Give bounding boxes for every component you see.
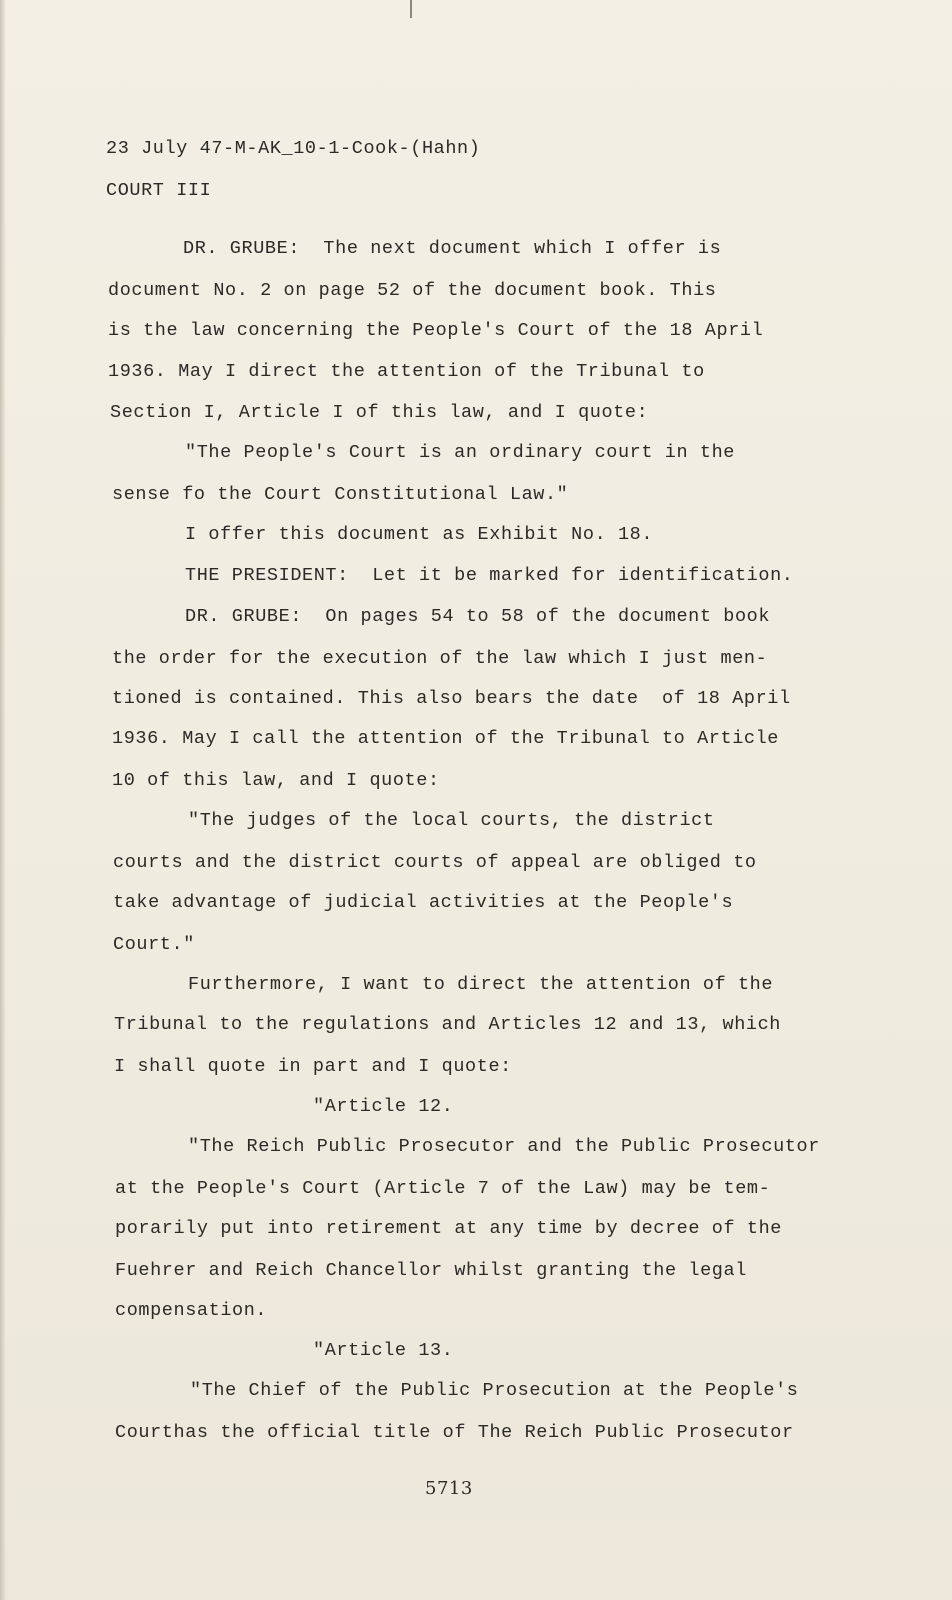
text-line: Section I, Article I of this law, and I quote: xyxy=(110,402,649,423)
text-line: document No. 2 on page 52 of the document book. This xyxy=(108,280,717,301)
text-line: the order for the execution of the law which I just men- xyxy=(112,648,768,669)
text-line: is the law concerning the People's Court of the 18 April xyxy=(108,320,764,341)
text-line: "The judges of the local courts, the district xyxy=(188,810,715,831)
text-line: at the People's Court (Article 7 of the Law) may be tem- xyxy=(115,1178,771,1199)
text-line: THE PRESIDENT: Let it be marked for identification. xyxy=(185,565,794,586)
text-line: 1936. May I call the attention of the Tribunal to Article xyxy=(112,728,780,749)
text-line: DR. GRUBE: The next document which I offer is xyxy=(183,238,722,259)
binding-mark xyxy=(410,0,412,18)
text-line: courts and the district courts of appeal are obliged to xyxy=(113,852,757,873)
text-line: 1936. May I direct the attention of the Tribunal to xyxy=(108,361,705,382)
text-line: "The Chief of the Public Prosecution at the People's xyxy=(190,1380,799,1401)
text-line: "The Reich Public Prosecutor and the Public Prosecutor xyxy=(188,1136,820,1157)
text-line: DR. GRUBE: On pages 54 to 58 of the document book xyxy=(185,606,771,627)
text-line: Courthas the official title of The Reich Public Prosecutor xyxy=(115,1422,794,1443)
text-line: take advantage of judicial activities at the People's xyxy=(113,892,734,913)
text-line: Fuehrer and Reich Chancellor whilst granting the legal xyxy=(115,1260,747,1281)
page-edge xyxy=(0,0,6,1600)
text-line: "Article 12. xyxy=(313,1096,454,1117)
court-label: COURT III xyxy=(106,180,212,201)
text-line: Tribunal to the regulations and Articles 12 and 13, which xyxy=(114,1014,782,1035)
text-line: I shall quote in part and I quote: xyxy=(114,1056,512,1077)
text-line: tioned is contained. This also bears the date of 18 April xyxy=(112,688,791,709)
text-line: "The People's Court is an ordinary court in the xyxy=(185,442,735,463)
text-line: compensation. xyxy=(115,1300,268,1321)
text-line: 10 of this law, and I quote: xyxy=(112,770,440,791)
header-line: 23 July 47-M-AK_10-1-Cook-(Hahn) xyxy=(106,138,481,159)
text-line: sense fo the Court Constitutional Law." xyxy=(112,484,569,505)
page-number: 5713 xyxy=(425,1478,473,1499)
text-line: porarily put into retirement at any time by decree of the xyxy=(115,1218,783,1239)
text-line: Furthermore, I want to direct the attention of the xyxy=(188,974,774,995)
text-line: Court." xyxy=(113,934,195,955)
text-line: I offer this document as Exhibit No. 18. xyxy=(185,524,654,545)
text-line: "Article 13. xyxy=(313,1340,454,1361)
